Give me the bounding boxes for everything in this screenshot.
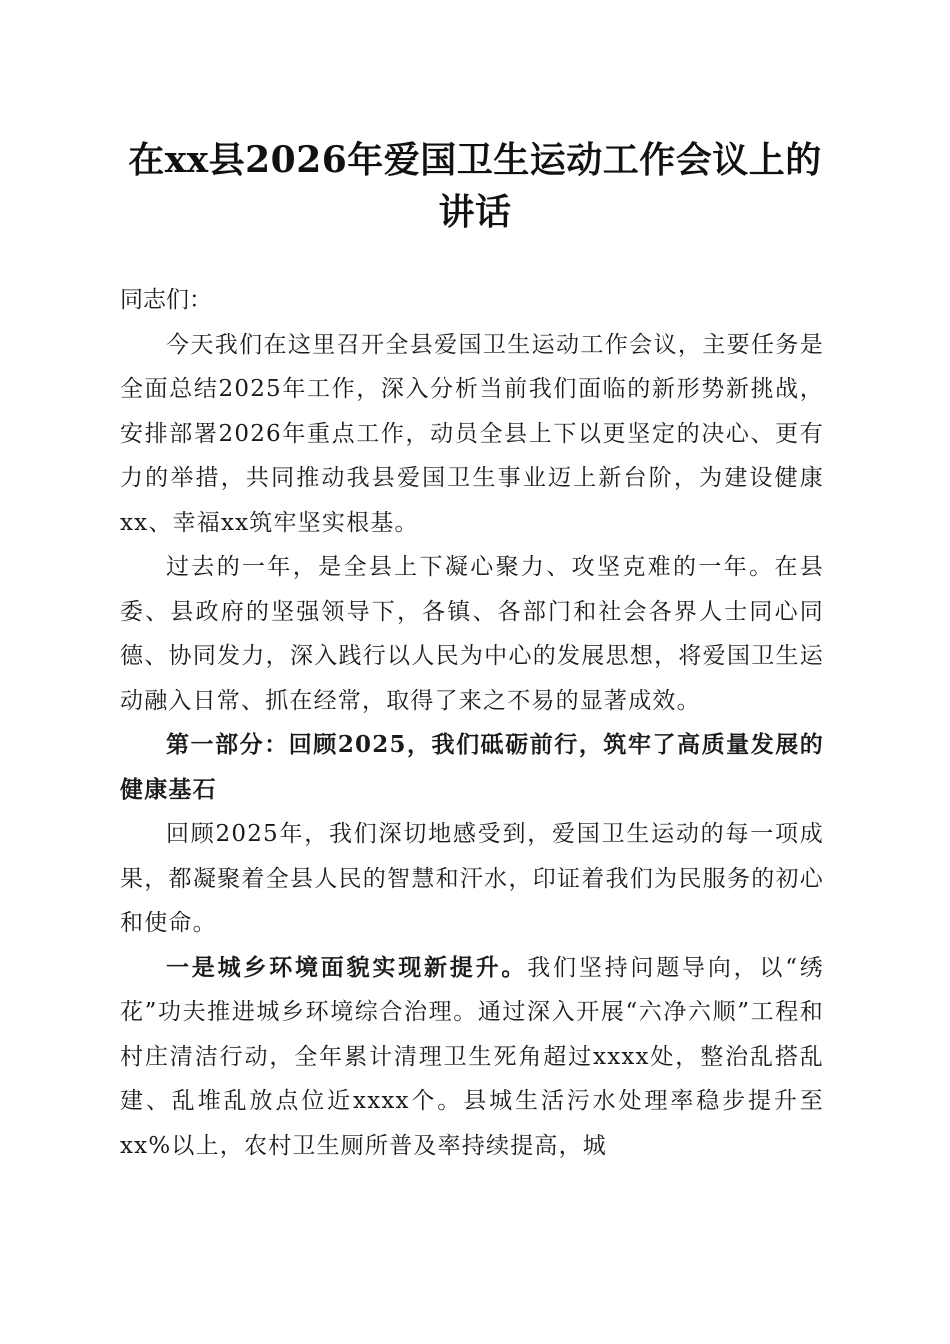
paragraph-opening: 今天我们在这里召开全县爱国卫生运动工作会议，主要任务是全面总结2025年工作，深入分析当前我们面临的新形势新挑战，安排部署2026年重点工作，动员全县上下以更坚定的决心、更有力的举措，共同推动我县爱国卫生事业迈上新台阶，为建设健康xx、幸福xx筑牢坚实根基。 [120, 331, 824, 536]
paragraph-review: 回顾2025年，我们深切地感受到，爱国卫生运动的每一项成果，都凝聚着全县人民的智慧和汗水，印证着我们为民服务的初心和使命。 [120, 821, 824, 936]
document-title: 在xx县2026年爱国卫生运动工作会议上的讲话 [128, 139, 822, 233]
paragraph-point-one [120, 946, 824, 1169]
section-heading-part-one: 第一部分：回顾2025，我们砥砺前行，筑牢了高质量发展的健康基石 [120, 731, 824, 803]
salutation: 同志们： [120, 287, 212, 313]
document-body [120, 278, 824, 1168]
paragraph-past-year: 过去的一年，是全县上下凝心聚力、攻坚克难的一年。在县委、县政府的坚强领导下，各镇、各部门和社会各界人士同心同德、协同发力，深入践行以人民为中心的发展思想，将爱国卫生运动融入日常、抓在经常，取得了来之不易的显著成效。 [120, 554, 824, 714]
point-one-lead: 一是城乡环境面貌实现新提升。 [166, 953, 528, 981]
point-one-text: 我们坚持问题导向，以“绣花”功夫推进城乡环境综合治理。通过深入开展“六净六顺”工程和村庄清洁行动，全年累计清理卫生死角超过xxxx处，整治乱搭乱建、乱堆乱放点位近xxxx个。县城生活污水处理率稳步提升至xx%以上，农村卫生厕所普及率持续提高，城 [120, 954, 824, 1159]
